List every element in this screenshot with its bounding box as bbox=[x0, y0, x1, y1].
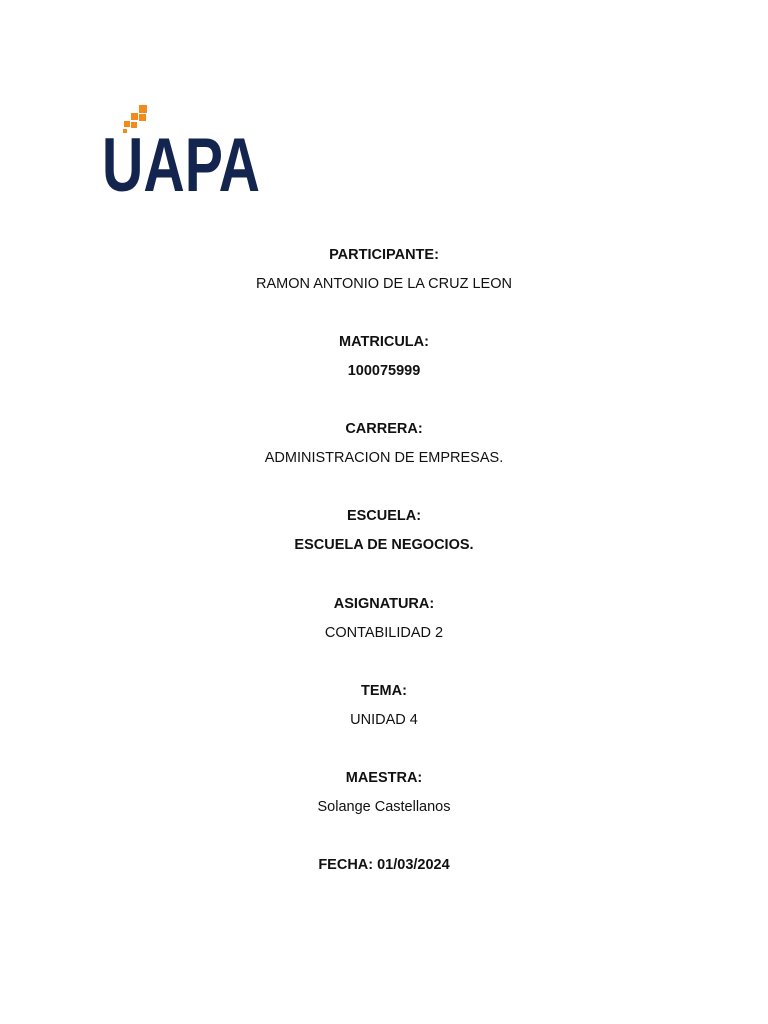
matricula-label: MATRICULA: bbox=[339, 334, 429, 350]
logo-text: UAPA bbox=[102, 123, 260, 208]
participante-label: PARTICIPANTE: bbox=[329, 247, 439, 263]
tema-label: TEMA: bbox=[361, 683, 407, 699]
asignatura-value: CONTABILIDAD 2 bbox=[324, 625, 444, 641]
fecha-line: FECHA: 01/03/2024 bbox=[318, 857, 450, 873]
carrera-value: ADMINISTRACION DE EMPRESAS. bbox=[264, 450, 504, 466]
tema-value: UNIDAD 4 bbox=[350, 712, 418, 728]
uapa-logo bbox=[102, 103, 262, 208]
asignatura-label: ASIGNATURA: bbox=[333, 596, 435, 612]
maestra-label: MAESTRA: bbox=[345, 770, 423, 786]
escuela-label: ESCUELA: bbox=[346, 508, 422, 524]
escuela-value: ESCUELA DE NEGOCIOS. bbox=[294, 537, 474, 553]
matricula-value: 100075999 bbox=[347, 363, 421, 379]
maestra-value: Solange Castellanos bbox=[317, 799, 451, 815]
carrera-label: CARRERA: bbox=[345, 421, 423, 437]
participante-value: RAMON ANTONIO DE LA CRUZ LEON bbox=[256, 276, 512, 292]
